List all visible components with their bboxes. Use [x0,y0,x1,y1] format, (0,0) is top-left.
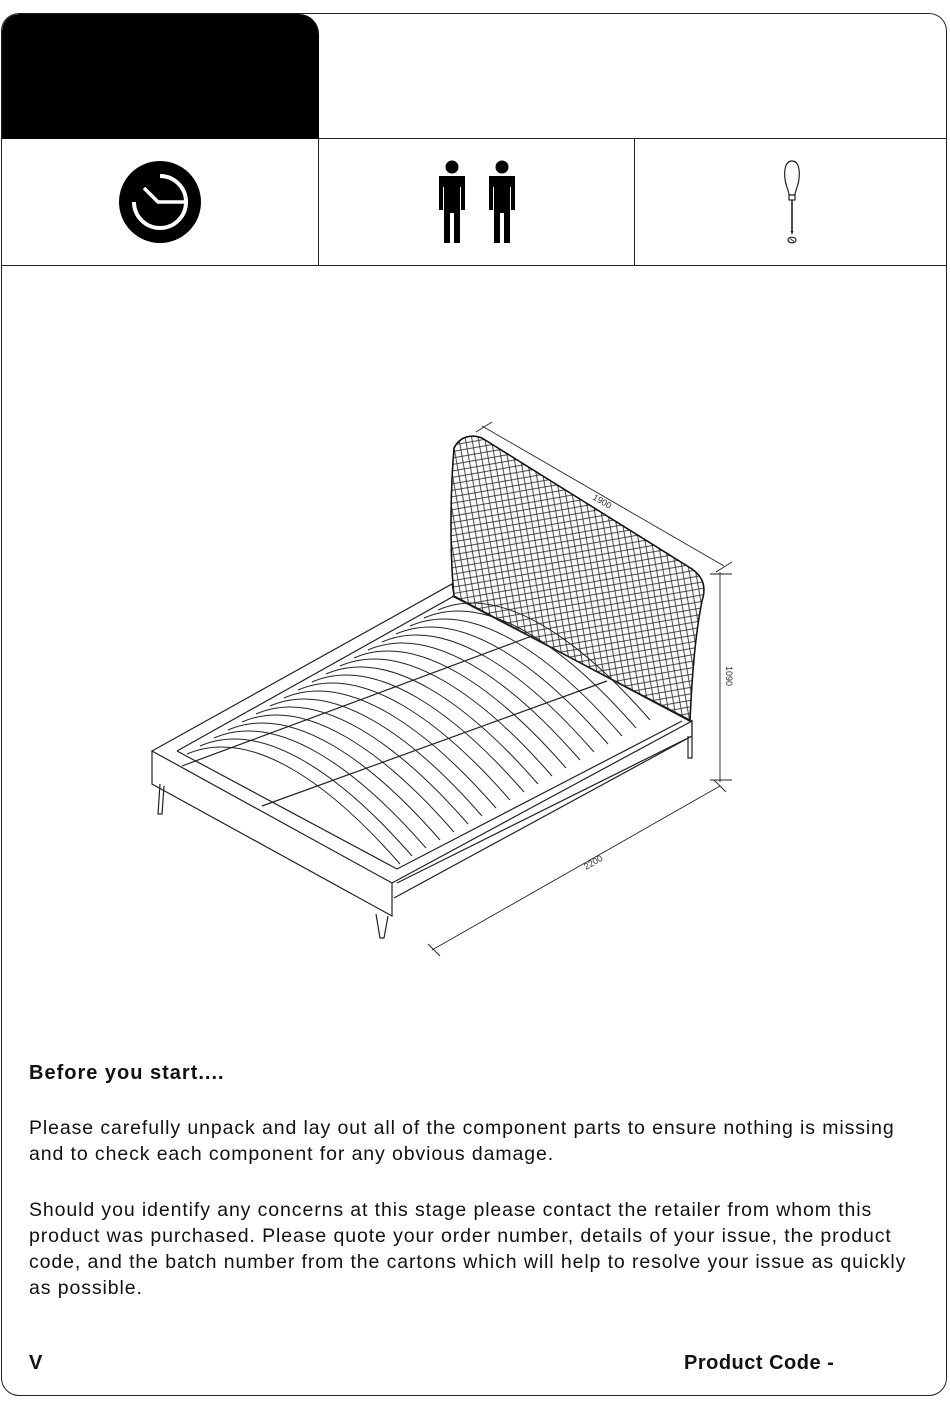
icon-row [2,139,946,266]
height-dimension: 1090 [724,666,734,687]
paragraph-unpack: Please carefully unpack and lay out all of the component parts to ensure nothing is missing and to check each component for any obvious damage. [29,1117,895,1165]
paragraph-concerns: Should you identify any concerns at this stage please contact the retailer from whom this product was purchased. Please quote your order number, details of your issue, the product code, and the batch number from the cartons which will help to resolve your issue as quickly as possible. [29,1199,907,1299]
before-you-start-heading: Before you start.... [29,1062,225,1084]
width-dimension: 1900 [591,492,614,511]
two-person-icon [431,159,523,245]
tool-cell [635,139,947,265]
footer-version: V [29,1352,44,1374]
length-dimension: 2200 [582,853,605,872]
instructions-text [29,1061,929,1301]
title-block [2,14,319,139]
clock-icon [118,160,202,244]
bed-illustration [2,266,946,966]
footer-product-code: Product Code - [684,1352,835,1374]
bed-frame-diagram [2,266,947,966]
instruction-sheet [1,13,947,1396]
people-cell [319,139,635,265]
time-cell [2,139,319,265]
screwdriver-icon [780,159,804,245]
